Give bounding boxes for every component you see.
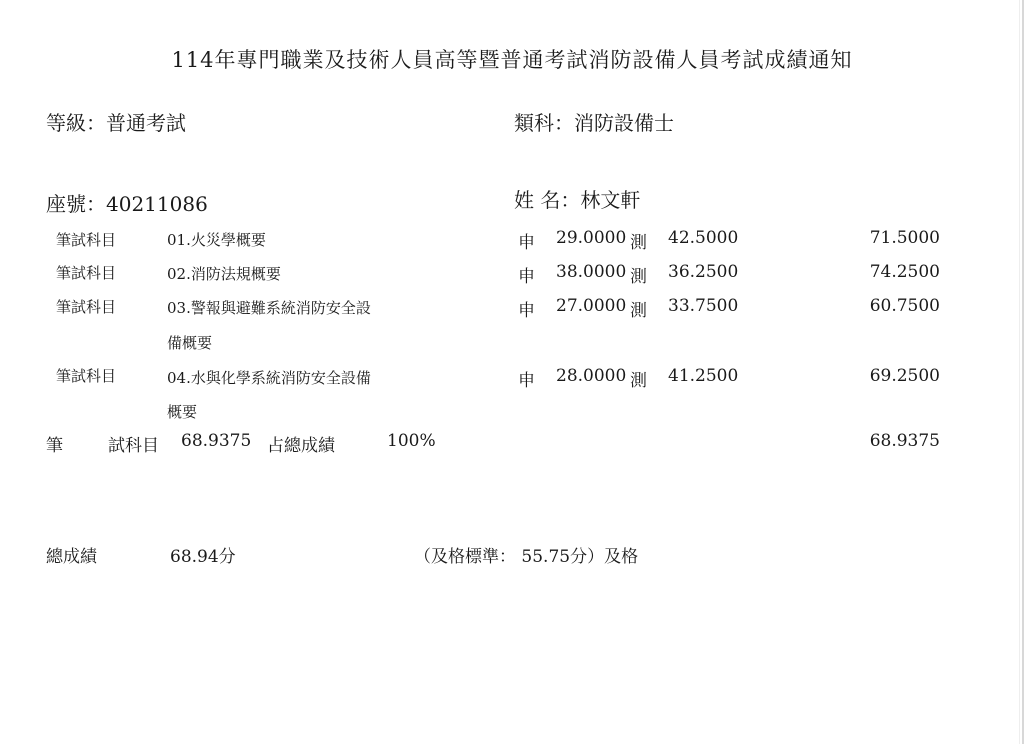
ce-mark: 測 (630, 301, 647, 321)
ce-score: 33.7500 (668, 296, 739, 316)
subject-total: 69.2500 (869, 366, 940, 386)
grade-field: 等級：普通考試 (46, 111, 186, 135)
summary-label-b: 試科目 (108, 436, 159, 456)
subject-name-continued: 概要 (167, 403, 198, 421)
subject-name: 04.水與化學系統消防安全設備 (167, 369, 371, 387)
shen-score: 29.0000 (556, 228, 627, 248)
shen-score: 27.0000 (556, 296, 627, 316)
subject-type: 筆試科目 (56, 231, 117, 249)
shen-score: 28.0000 (556, 366, 627, 386)
ce-score: 41.2500 (668, 366, 739, 386)
shen-mark: 申 (518, 267, 535, 287)
shen-score: 38.0000 (556, 262, 627, 282)
seat-number-field: 座號：40211086 (46, 192, 208, 216)
page-title: 114年專門職業及技術人員高等暨普通考試消防設備人員考試成績通知 (171, 48, 853, 72)
subject-type: 筆試科目 (56, 367, 117, 385)
summary-weight: 100% (387, 431, 436, 451)
category-field: 類科：消防設備士 (514, 111, 674, 135)
ce-score: 42.5000 (668, 228, 739, 248)
subject-total: 60.7500 (869, 296, 940, 316)
subject-total: 71.5000 (869, 228, 940, 248)
page-edge-line (1019, 0, 1020, 744)
summary-average: 68.9375 (181, 431, 252, 451)
subject-type: 筆試科目 (56, 264, 117, 282)
examinee-name-field: 姓 名：林文軒 (514, 188, 641, 212)
ce-score: 36.2500 (668, 262, 739, 282)
subject-name: 02.消防法規概要 (167, 265, 281, 283)
shen-mark: 申 (518, 301, 535, 321)
final-score-value: 68.94分 (170, 547, 236, 567)
subject-total: 74.2500 (869, 262, 940, 282)
ce-mark: 測 (630, 371, 647, 391)
subject-name-continued: 備概要 (167, 334, 213, 352)
ce-mark: 測 (630, 267, 647, 287)
final-score-label: 總成績 (46, 547, 97, 567)
subject-name: 03.警報與避難系統消防安全設 (167, 299, 371, 317)
summary-label-a: 筆 (46, 436, 63, 456)
summary-weight-label: 占總成績 (267, 436, 335, 456)
summary-total: 68.9375 (869, 431, 940, 451)
subject-type: 筆試科目 (56, 298, 117, 316)
shen-mark: 申 (518, 233, 535, 253)
ce-mark: 測 (630, 233, 647, 253)
shen-mark: 申 (518, 371, 535, 391)
pass-criteria: （及格標準： 55.75分）及格 (414, 547, 639, 567)
subject-name: 01.火災學概要 (167, 231, 266, 249)
